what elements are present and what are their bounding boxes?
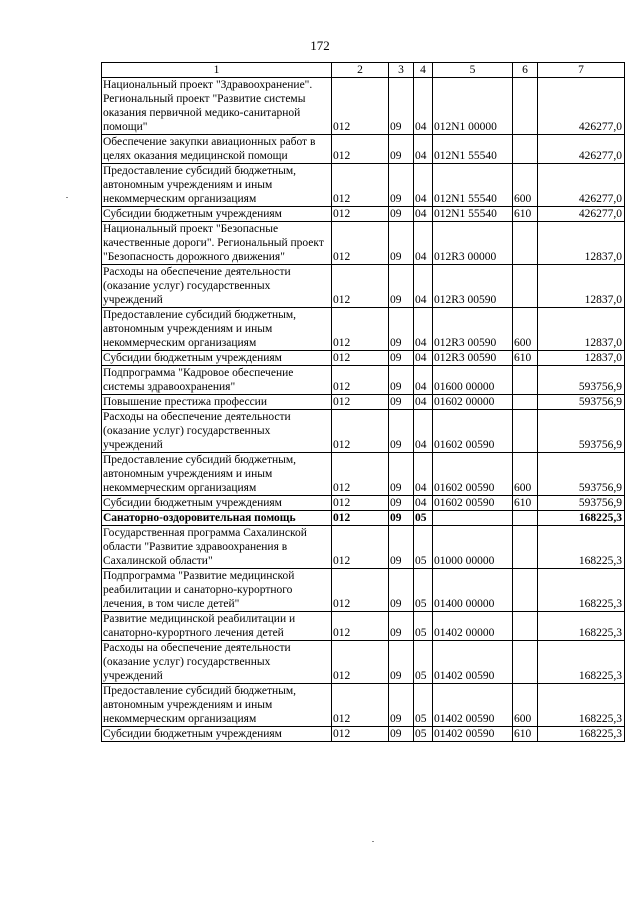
ved-code-cell: 012 [332, 496, 389, 511]
ved-code-cell: 012 [332, 207, 389, 222]
target-article-cell [433, 511, 513, 526]
header-row [102, 63, 625, 78]
ved-code-cell: 012 [332, 222, 389, 265]
subsection-code-cell: 05 [414, 727, 433, 742]
expense-type-cell [513, 612, 538, 641]
name-cell: Развитие медицинской реабилитации и санаторно-курортного лечения детей [102, 612, 332, 641]
table-row [102, 684, 625, 727]
name-cell: Расходы на обеспечение деятельности (оказание услуг) государственных учреждений [102, 641, 332, 684]
subsection-code-cell: 04 [414, 135, 433, 164]
section-code-cell: 09 [389, 569, 414, 612]
expense-type-cell [513, 511, 538, 526]
subsection-code-cell: 05 [414, 612, 433, 641]
expense-type-cell [513, 395, 538, 410]
section-code-cell: 09 [389, 641, 414, 684]
amount-cell: 593756,9 [538, 496, 625, 511]
subsection-code-cell: 05 [414, 511, 433, 526]
subsection-code-cell: 05 [414, 684, 433, 727]
budget-table [101, 62, 625, 742]
section-code-cell: 09 [389, 727, 414, 742]
table-row [102, 366, 625, 395]
ved-code-cell: 012 [332, 612, 389, 641]
target-article-cell: 012R3 00000 [433, 222, 513, 265]
amount-cell: 168225,3 [538, 612, 625, 641]
expense-type-cell: 610 [513, 496, 538, 511]
header-cell: 7 [538, 63, 625, 78]
name-cell: Расходы на обеспечение деятельности (оказание услуг) государственных учреждений [102, 265, 332, 308]
table-row [102, 526, 625, 569]
name-cell: Национальный проект "Безопасные качественные дороги". Региональный проект "Безопасность дорожного движения" [102, 222, 332, 265]
amount-cell: 168225,3 [538, 569, 625, 612]
target-article-cell: 01402 00590 [433, 727, 513, 742]
header-cell: 2 [332, 63, 389, 78]
section-code-cell: 09 [389, 207, 414, 222]
amount-cell: 426277,0 [538, 135, 625, 164]
section-code-cell: 09 [389, 222, 414, 265]
expense-type-cell [513, 569, 538, 612]
table-row [102, 496, 625, 511]
ved-code-cell: 012 [332, 164, 389, 207]
subsection-code-cell: 04 [414, 410, 433, 453]
expense-type-cell [513, 222, 538, 265]
expense-type-cell [513, 265, 538, 308]
section-code-cell: 09 [389, 308, 414, 351]
table-row [102, 135, 625, 164]
target-article-cell: 01000 00000 [433, 526, 513, 569]
name-cell: Субсидии бюджетным учреждениям [102, 727, 332, 742]
name-cell: Предоставление субсидий бюджетным, автономным учреждениям и иным некоммерческим организациям [102, 308, 332, 351]
amount-cell: 593756,9 [538, 366, 625, 395]
name-cell: Расходы на обеспечение деятельности (оказание услуг) государственных учреждений [102, 410, 332, 453]
name-cell: Предоставление субсидий бюджетным, автономным учреждениям и иным некоммерческим организациям [102, 164, 332, 207]
expense-type-cell [513, 78, 538, 135]
ved-code-cell: 012 [332, 410, 389, 453]
section-code-cell: 09 [389, 395, 414, 410]
section-code-cell: 09 [389, 351, 414, 366]
name-cell: Предоставление субсидий бюджетным, автономным учреждениям и иным некоммерческим организациям [102, 684, 332, 727]
expense-type-cell [513, 526, 538, 569]
subsection-code-cell: 04 [414, 207, 433, 222]
expense-type-cell: 600 [513, 308, 538, 351]
subsection-code-cell: 04 [414, 366, 433, 395]
amount-cell: 12837,0 [538, 222, 625, 265]
subsection-code-cell: 04 [414, 351, 433, 366]
expense-type-cell: 610 [513, 207, 538, 222]
subsection-code-cell: 05 [414, 641, 433, 684]
target-article-cell: 01400 00000 [433, 569, 513, 612]
table-row [102, 453, 625, 496]
ved-code-cell: 012 [332, 526, 389, 569]
amount-cell: 593756,9 [538, 453, 625, 496]
table-row [102, 308, 625, 351]
table-row [102, 410, 625, 453]
ved-code-cell: 012 [332, 395, 389, 410]
scan-speck [372, 841, 374, 842]
name-cell: Подпрограмма "Развитие медицинской реабилитации и санаторно-курортного лечения, в том числе детей" [102, 569, 332, 612]
table-row [102, 395, 625, 410]
name-cell: Предоставление субсидий бюджетным, автономным учреждениям и иным некоммерческим организациям [102, 453, 332, 496]
subsection-code-cell: 04 [414, 395, 433, 410]
name-cell: Обеспечение закупки авиационных работ в целях оказания медицинской помощи [102, 135, 332, 164]
target-article-cell: 01402 00000 [433, 612, 513, 641]
section-code-cell: 09 [389, 78, 414, 135]
subsection-code-cell: 04 [414, 453, 433, 496]
expense-type-cell [513, 135, 538, 164]
amount-cell: 426277,0 [538, 164, 625, 207]
section-code-cell: 09 [389, 684, 414, 727]
subsection-code-cell: 04 [414, 308, 433, 351]
name-cell: Субсидии бюджетным учреждениям [102, 496, 332, 511]
section-code-cell: 09 [389, 453, 414, 496]
header-cell: 3 [389, 63, 414, 78]
name-cell: Санаторно-оздоровительная помощь [102, 511, 332, 526]
expense-type-cell [513, 641, 538, 684]
ved-code-cell: 012 [332, 453, 389, 496]
ved-code-cell: 012 [332, 684, 389, 727]
table-row [102, 265, 625, 308]
scan-speck [66, 197, 68, 198]
target-article-cell: 012R3 00590 [433, 265, 513, 308]
subsection-code-cell: 04 [414, 265, 433, 308]
target-article-cell: 012N1 55540 [433, 164, 513, 207]
subsection-code-cell: 04 [414, 496, 433, 511]
name-cell: Подпрограмма "Кадровое обеспечение системы здравоохранения" [102, 366, 332, 395]
expense-type-cell: 600 [513, 453, 538, 496]
amount-cell: 426277,0 [538, 207, 625, 222]
target-article-cell: 012N1 55540 [433, 135, 513, 164]
section-code-cell: 09 [389, 135, 414, 164]
ved-code-cell: 012 [332, 569, 389, 612]
table-row [102, 207, 625, 222]
expense-type-cell: 610 [513, 351, 538, 366]
subsection-code-cell: 04 [414, 222, 433, 265]
section-code-cell: 09 [389, 265, 414, 308]
table-row [102, 78, 625, 135]
target-article-cell: 01602 00590 [433, 453, 513, 496]
ved-code-cell: 012 [332, 135, 389, 164]
target-article-cell: 01600 00000 [433, 366, 513, 395]
expense-type-cell: 600 [513, 164, 538, 207]
ved-code-cell: 012 [332, 78, 389, 135]
ved-code-cell: 012 [332, 265, 389, 308]
table-row [102, 351, 625, 366]
expense-type-cell: 600 [513, 684, 538, 727]
amount-cell: 168225,3 [538, 727, 625, 742]
ved-code-cell: 012 [332, 308, 389, 351]
subsection-code-cell: 05 [414, 526, 433, 569]
target-article-cell: 012R3 00590 [433, 308, 513, 351]
section-code-cell: 09 [389, 526, 414, 569]
amount-cell: 168225,3 [538, 511, 625, 526]
subsection-code-cell: 04 [414, 78, 433, 135]
table-row [102, 222, 625, 265]
header-cell: 1 [102, 63, 332, 78]
target-article-cell: 012N1 55540 [433, 207, 513, 222]
name-cell: Национальный проект "Здравоохранение". Региональный проект "Развитие системы оказания первичной медико-санитарной помощи" [102, 78, 332, 135]
expense-type-cell [513, 366, 538, 395]
header-cell: 6 [513, 63, 538, 78]
target-article-cell: 01602 00000 [433, 395, 513, 410]
section-code-cell: 09 [389, 511, 414, 526]
subsection-code-cell: 05 [414, 569, 433, 612]
target-article-cell: 01602 00590 [433, 496, 513, 511]
target-article-cell: 012N1 00000 [433, 78, 513, 135]
header-cell: 5 [433, 63, 513, 78]
name-cell: Субсидии бюджетным учреждениям [102, 207, 332, 222]
amount-cell: 12837,0 [538, 351, 625, 366]
section-code-cell: 09 [389, 366, 414, 395]
name-cell: Государственная программа Сахалинской области "Развитие здравоохранения в Сахалинской области" [102, 526, 332, 569]
ved-code-cell: 012 [332, 511, 389, 526]
table-row [102, 164, 625, 207]
ved-code-cell: 012 [332, 641, 389, 684]
section-code-cell: 09 [389, 164, 414, 207]
subsection-code-cell: 04 [414, 164, 433, 207]
section-code-cell: 09 [389, 612, 414, 641]
table-row [102, 511, 625, 526]
amount-cell: 168225,3 [538, 684, 625, 727]
header-cell: 4 [414, 63, 433, 78]
ved-code-cell: 012 [332, 366, 389, 395]
target-article-cell: 01402 00590 [433, 641, 513, 684]
name-cell: Повышение престижа профессии [102, 395, 332, 410]
ved-code-cell: 012 [332, 727, 389, 742]
amount-cell: 593756,9 [538, 395, 625, 410]
amount-cell: 593756,9 [538, 410, 625, 453]
ved-code-cell: 012 [332, 351, 389, 366]
amount-cell: 168225,3 [538, 641, 625, 684]
expense-type-cell [513, 410, 538, 453]
table-row [102, 641, 625, 684]
amount-cell: 426277,0 [538, 78, 625, 135]
amount-cell: 168225,3 [538, 526, 625, 569]
target-article-cell: 012R3 00590 [433, 351, 513, 366]
target-article-cell: 01402 00590 [433, 684, 513, 727]
table-row [102, 612, 625, 641]
expense-type-cell: 610 [513, 727, 538, 742]
table-row [102, 727, 625, 742]
target-article-cell: 01602 00590 [433, 410, 513, 453]
name-cell: Субсидии бюджетным учреждениям [102, 351, 332, 366]
section-code-cell: 09 [389, 496, 414, 511]
amount-cell: 12837,0 [538, 265, 625, 308]
amount-cell: 12837,0 [538, 308, 625, 351]
table-row [102, 569, 625, 612]
section-code-cell: 09 [389, 410, 414, 453]
page-number: 172 [310, 38, 330, 53]
